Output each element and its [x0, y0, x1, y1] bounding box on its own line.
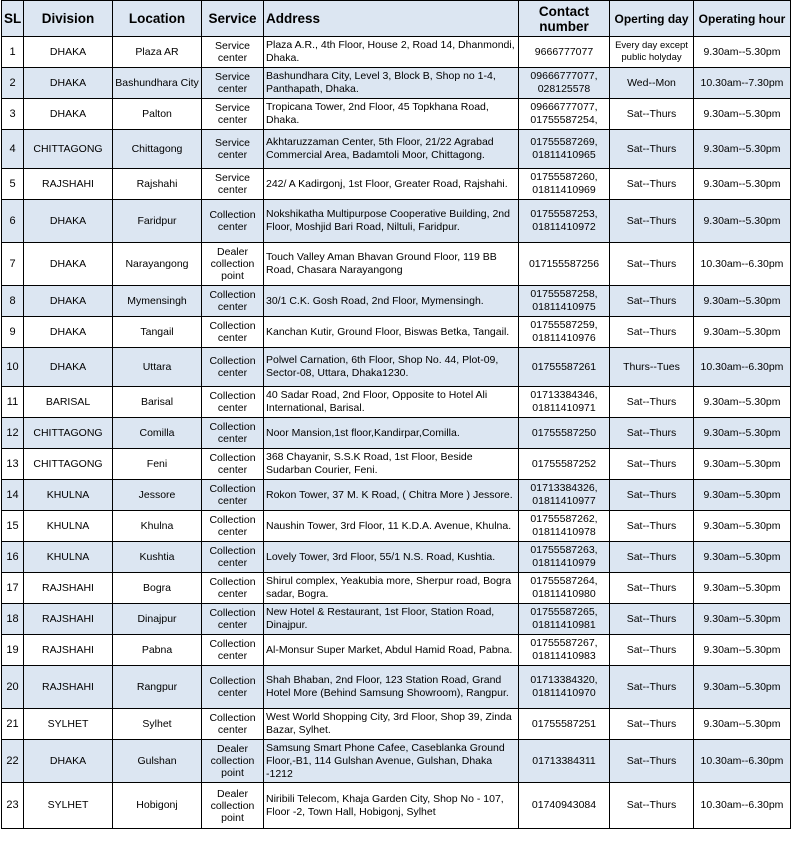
row-address: Bashundhara City, Level 3, Block B, Shop no 1-4, Panthapath, Dhaka.	[264, 68, 519, 99]
row-service: Service center	[202, 37, 264, 68]
row-address: 40 Sadar Road, 2nd Floor, Opposite to Hotel Ali International, Barisal.	[264, 387, 519, 418]
row-service: Service center	[202, 169, 264, 200]
row-operating-hour: 9.30am--5.30pm	[694, 542, 791, 573]
row-division: KHULNA	[24, 542, 113, 573]
row-operating-hour: 9.30am--5.30pm	[694, 286, 791, 317]
row-location: Bogra	[113, 573, 202, 604]
row-service: Dealer collection point	[202, 243, 264, 286]
row-operating-hour: 10.30am--7.30pm	[694, 68, 791, 99]
header-division: Division	[24, 1, 113, 37]
row-operating-day: Sat--Thurs	[610, 243, 694, 286]
row-contact: 01713384326, 01811410977	[519, 480, 610, 511]
table-row	[2, 418, 791, 449]
table-row	[2, 317, 791, 348]
row-operating-day: Sat--Thurs	[610, 130, 694, 169]
row-operating-day: Sat--Thurs	[610, 286, 694, 317]
row-division: DHAKA	[24, 740, 113, 783]
row-contact: 9666777077	[519, 37, 610, 68]
row-service: Collection center	[202, 200, 264, 243]
row-contact: 01755587253, 01811410972	[519, 200, 610, 243]
table-row	[2, 480, 791, 511]
row-operating-hour: 10.30am--6.30pm	[694, 740, 791, 783]
table-row	[2, 449, 791, 480]
row-operating-hour: 9.30am--5.30pm	[694, 317, 791, 348]
row-contact: 01755587261	[519, 348, 610, 387]
table-row	[2, 37, 791, 68]
row-sl: 3	[2, 99, 24, 130]
table-row	[2, 169, 791, 200]
row-service: Collection center	[202, 286, 264, 317]
row-location: Mymensingh	[113, 286, 202, 317]
row-division: RAJSHAHI	[24, 666, 113, 709]
row-division: SYLHET	[24, 709, 113, 740]
row-service: Collection center	[202, 480, 264, 511]
row-service: Collection center	[202, 635, 264, 666]
row-contact: 01755587260, 01811410969	[519, 169, 610, 200]
row-operating-hour: 9.30am--5.30pm	[694, 387, 791, 418]
header-sl: SL	[2, 1, 24, 37]
row-sl: 9	[2, 317, 24, 348]
row-service: Collection center	[202, 348, 264, 387]
table-row	[2, 666, 791, 709]
row-operating-day: Every day except public holyday	[610, 37, 694, 68]
header-service: Service	[202, 1, 264, 37]
row-location: Hobigonj	[113, 783, 202, 829]
row-address: Al-Monsur Super Market, Abdul Hamid Road, Pabna.	[264, 635, 519, 666]
row-sl: 1	[2, 37, 24, 68]
row-operating-day: Sat--Thurs	[610, 480, 694, 511]
row-contact: 01713384311	[519, 740, 610, 783]
row-location: Dinajpur	[113, 604, 202, 635]
row-division: DHAKA	[24, 200, 113, 243]
row-sl: 8	[2, 286, 24, 317]
row-address: Nokshikatha Multipurpose Cooperative Building, 2nd Floor, Moshjid Bari Road, Niltuli, Faridpur.	[264, 200, 519, 243]
row-sl: 14	[2, 480, 24, 511]
row-service: Collection center	[202, 387, 264, 418]
table-row	[2, 783, 791, 829]
row-service: Service center	[202, 130, 264, 169]
row-location: Comilla	[113, 418, 202, 449]
row-contact: 01755587258, 01811410975	[519, 286, 610, 317]
row-division: KHULNA	[24, 480, 113, 511]
row-service: Collection center	[202, 573, 264, 604]
row-operating-hour: 10.30am--6.30pm	[694, 243, 791, 286]
row-sl: 22	[2, 740, 24, 783]
row-operating-day: Sat--Thurs	[610, 317, 694, 348]
header-contact: Contact number	[519, 1, 610, 37]
row-contact: 01755587263, 01811410979	[519, 542, 610, 573]
row-sl: 7	[2, 243, 24, 286]
row-operating-hour: 9.30am--5.30pm	[694, 418, 791, 449]
row-operating-day: Sat--Thurs	[610, 511, 694, 542]
row-service: Collection center	[202, 709, 264, 740]
row-division: DHAKA	[24, 317, 113, 348]
row-operating-hour: 9.30am--5.30pm	[694, 169, 791, 200]
row-division: RAJSHAHI	[24, 573, 113, 604]
row-address: Akhtaruzzaman Center, 5th Floor, 21/22 Agrabad Commercial Area, Badamtoli Moor, Chittagong.	[264, 130, 519, 169]
row-sl: 10	[2, 348, 24, 387]
row-address: Shah Bhaban, 2nd Floor, 123 Station Road, Grand Hotel More (Behind Samsung Showroom), Rangpur.	[264, 666, 519, 709]
row-service: Dealer collection point	[202, 783, 264, 829]
row-division: DHAKA	[24, 99, 113, 130]
table-row	[2, 387, 791, 418]
row-division: CHITTAGONG	[24, 130, 113, 169]
row-address: Plaza A.R., 4th Floor, House 2, Road 14, Dhanmondi, Dhaka.	[264, 37, 519, 68]
row-contact: 01755587267, 01811410983	[519, 635, 610, 666]
row-division: DHAKA	[24, 286, 113, 317]
row-service: Service center	[202, 68, 264, 99]
row-address: Noor Mansion,1st floor,Kandirpar,Comilla.	[264, 418, 519, 449]
table-row	[2, 68, 791, 99]
row-address: Shirul complex, Yeakubia more, Sherpur road, Bogra sadar, Bogra.	[264, 573, 519, 604]
row-division: RAJSHAHI	[24, 169, 113, 200]
header-row	[2, 1, 791, 37]
row-service: Collection center	[202, 317, 264, 348]
row-location: Jessore	[113, 480, 202, 511]
row-operating-day: Sat--Thurs	[610, 783, 694, 829]
row-operating-day: Sat--Thurs	[610, 99, 694, 130]
row-operating-day: Sat--Thurs	[610, 709, 694, 740]
row-sl: 5	[2, 169, 24, 200]
row-operating-hour: 10.30am--6.30pm	[694, 783, 791, 829]
row-operating-day: Sat--Thurs	[610, 740, 694, 783]
row-address: Samsung Smart Phone Cafee, Caseblanka Ground Floor,-B1, 114 Gulshan Avenue, Gulshan, Dhaka -1212	[264, 740, 519, 783]
row-sl: 2	[2, 68, 24, 99]
row-contact: 01713384320, 01811410970	[519, 666, 610, 709]
row-operating-day: Sat--Thurs	[610, 635, 694, 666]
row-location: Feni	[113, 449, 202, 480]
row-address: Kanchan Kutir, Ground Floor, Biswas Betka, Tangail.	[264, 317, 519, 348]
table-row	[2, 130, 791, 169]
row-service: Service center	[202, 99, 264, 130]
row-location: Tangail	[113, 317, 202, 348]
row-division: CHITTAGONG	[24, 418, 113, 449]
row-location: Pabna	[113, 635, 202, 666]
row-service: Collection center	[202, 666, 264, 709]
table-row	[2, 286, 791, 317]
row-division: DHAKA	[24, 37, 113, 68]
row-operating-hour: 9.30am--5.30pm	[694, 511, 791, 542]
row-sl: 23	[2, 783, 24, 829]
row-contact: 01755587252	[519, 449, 610, 480]
table-row	[2, 243, 791, 286]
row-division: BARISAL	[24, 387, 113, 418]
row-location: Rangpur	[113, 666, 202, 709]
row-address: Polwel Carnation, 6th Floor, Shop No. 44, Plot-09, Sector-08, Uttara, Dhaka1230.	[264, 348, 519, 387]
row-location: Khulna	[113, 511, 202, 542]
row-operating-hour: 9.30am--5.30pm	[694, 99, 791, 130]
header-address: Address	[264, 1, 519, 37]
row-location: Chittagong	[113, 130, 202, 169]
row-operating-day: Sat--Thurs	[610, 573, 694, 604]
header-location: Location	[113, 1, 202, 37]
row-sl: 4	[2, 130, 24, 169]
row-location: Palton	[113, 99, 202, 130]
row-operating-day: Sat--Thurs	[610, 449, 694, 480]
row-service: Collection center	[202, 542, 264, 573]
row-sl: 21	[2, 709, 24, 740]
row-location: Rajshahi	[113, 169, 202, 200]
row-address: 242/ A Kadirgonj, 1st Floor, Greater Road, Rajshahi.	[264, 169, 519, 200]
row-contact: 01755587264, 01811410980	[519, 573, 610, 604]
row-contact: 01755587265, 01811410981	[519, 604, 610, 635]
row-location: Narayangong	[113, 243, 202, 286]
row-sl: 13	[2, 449, 24, 480]
row-location: Gulshan	[113, 740, 202, 783]
row-contact: 09666777077, 01755587254,	[519, 99, 610, 130]
row-operating-day: Sat--Thurs	[610, 418, 694, 449]
row-operating-hour: 9.30am--5.30pm	[694, 573, 791, 604]
row-contact: 017155587256	[519, 243, 610, 286]
row-operating-day: Sat--Thurs	[610, 542, 694, 573]
row-operating-hour: 9.30am--5.30pm	[694, 709, 791, 740]
row-operating-hour: 9.30am--5.30pm	[694, 37, 791, 68]
row-operating-day: Sat--Thurs	[610, 666, 694, 709]
table-row	[2, 348, 791, 387]
row-service: Collection center	[202, 511, 264, 542]
row-address: New Hotel & Restaurant, 1st Floor, Station Road, Dinajpur.	[264, 604, 519, 635]
table-row	[2, 542, 791, 573]
row-sl: 18	[2, 604, 24, 635]
row-service: Dealer collection point	[202, 740, 264, 783]
row-operating-day: Sat--Thurs	[610, 169, 694, 200]
row-operating-day: Sat--Thurs	[610, 604, 694, 635]
table-body	[2, 37, 791, 829]
row-service: Collection center	[202, 418, 264, 449]
row-location: Bashundhara City	[113, 68, 202, 99]
table-row	[2, 200, 791, 243]
row-sl: 17	[2, 573, 24, 604]
row-address: West World Shopping City, 3rd Floor, Shop 39, Zinda Bazar, Sylhet.	[264, 709, 519, 740]
row-operating-day: Thurs--Tues	[610, 348, 694, 387]
row-service: Collection center	[202, 449, 264, 480]
row-operating-hour: 9.30am--5.30pm	[694, 130, 791, 169]
table-row	[2, 99, 791, 130]
row-operating-hour: 9.30am--5.30pm	[694, 200, 791, 243]
row-division: DHAKA	[24, 348, 113, 387]
row-sl: 11	[2, 387, 24, 418]
row-location: Kushtia	[113, 542, 202, 573]
row-division: RAJSHAHI	[24, 604, 113, 635]
row-address: Niribili Telecom, Khaja Garden City, Shop No - 107, Floor -2, Town Hall, Hobigonj, Sylhet	[264, 783, 519, 829]
row-operating-hour: 10.30am--6.30pm	[694, 348, 791, 387]
row-contact: 01755587259, 01811410976	[519, 317, 610, 348]
table-row	[2, 511, 791, 542]
row-sl: 6	[2, 200, 24, 243]
row-location: Sylhet	[113, 709, 202, 740]
row-division: DHAKA	[24, 243, 113, 286]
row-sl: 16	[2, 542, 24, 573]
row-operating-hour: 9.30am--5.30pm	[694, 480, 791, 511]
row-service: Collection center	[202, 604, 264, 635]
header-operating-hour: Operating hour	[694, 1, 791, 37]
row-address: Lovely Tower, 3rd Floor, 55/1 N.S. Road, Kushtia.	[264, 542, 519, 573]
table-row	[2, 573, 791, 604]
row-sl: 15	[2, 511, 24, 542]
row-location: Plaza AR	[113, 37, 202, 68]
row-address: Tropicana Tower, 2nd Floor, 45 Topkhana Road, Dhaka.	[264, 99, 519, 130]
header-operating-day: Operting day	[610, 1, 694, 37]
row-location: Faridpur	[113, 200, 202, 243]
row-contact: 01740943084	[519, 783, 610, 829]
row-address: Rokon Tower, 37 M. K Road, ( Chitra More ) Jessore.	[264, 480, 519, 511]
row-operating-hour: 9.30am--5.30pm	[694, 604, 791, 635]
service-center-table	[1, 0, 791, 829]
row-contact: 01755587262, 01811410978	[519, 511, 610, 542]
row-contact: 09666777077, 028125578	[519, 68, 610, 99]
table-row	[2, 604, 791, 635]
row-contact: 01755587250	[519, 418, 610, 449]
row-address: 368 Chayanir, S.S.K Road, 1st Floor, Beside Sudarban Courier, Feni.	[264, 449, 519, 480]
row-operating-hour: 9.30am--5.30pm	[694, 635, 791, 666]
row-division: RAJSHAHI	[24, 635, 113, 666]
row-location: Uttara	[113, 348, 202, 387]
row-contact: 01713384346, 01811410971	[519, 387, 610, 418]
row-operating-hour: 9.30am--5.30pm	[694, 666, 791, 709]
table-row	[2, 740, 791, 783]
row-sl: 12	[2, 418, 24, 449]
row-address: Naushin Tower, 3rd Floor, 11 K.D.A. Avenue, Khulna.	[264, 511, 519, 542]
row-sl: 19	[2, 635, 24, 666]
row-contact: 01755587269, 01811410965	[519, 130, 610, 169]
row-division: KHULNA	[24, 511, 113, 542]
table-row	[2, 635, 791, 666]
row-contact: 01755587251	[519, 709, 610, 740]
row-division: DHAKA	[24, 68, 113, 99]
row-address: Touch Valley Aman Bhavan Ground Floor, 119 BB Road, Chasara Narayangong	[264, 243, 519, 286]
row-address: 30/1 C.K. Gosh Road, 2nd Floor, Mymensingh.	[264, 286, 519, 317]
row-sl: 20	[2, 666, 24, 709]
table-row	[2, 709, 791, 740]
row-operating-day: Sat--Thurs	[610, 387, 694, 418]
row-operating-day: Sat--Thurs	[610, 200, 694, 243]
row-division: CHITTAGONG	[24, 449, 113, 480]
row-division: SYLHET	[24, 783, 113, 829]
row-operating-day: Wed--Mon	[610, 68, 694, 99]
row-location: Barisal	[113, 387, 202, 418]
row-operating-hour: 9.30am--5.30pm	[694, 449, 791, 480]
